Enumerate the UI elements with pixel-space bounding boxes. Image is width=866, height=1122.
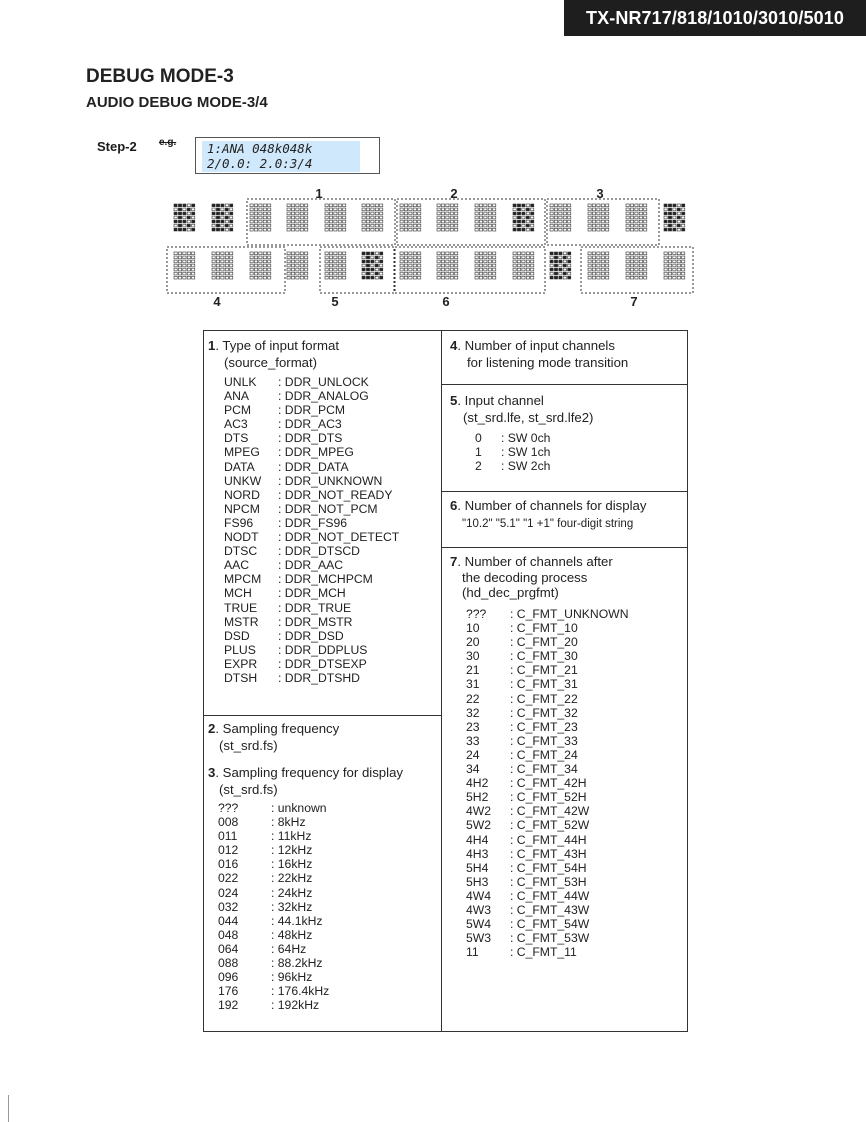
sec6-title: 6. Number of channels for display [450, 498, 647, 513]
format-row-value: : DDR_PCM [278, 403, 346, 418]
fmt-row [466, 833, 629, 847]
divider-sec1-sec2 [204, 715, 441, 716]
divider-sec6-sec7 [441, 547, 688, 548]
fs-row-code: 016 [218, 857, 239, 872]
fmt-row-code: ??? [466, 607, 487, 621]
vfd-char-cell [437, 252, 458, 279]
format-row-code: TRUE [224, 600, 258, 615]
vfd-char-cell [437, 204, 458, 231]
table-divider-vertical [441, 331, 442, 1031]
format-row-value: : DDR_DTSEXP [278, 656, 367, 671]
fs-row-value: : 192kHz [271, 998, 320, 1013]
vfd-char-cell [626, 252, 647, 279]
sec4-sub: for listening mode transition [467, 355, 629, 370]
fmt-row [466, 917, 629, 931]
fs-row [218, 829, 329, 843]
fmt-row-value: : C_FMT_54W [510, 917, 590, 932]
fmt-row [466, 790, 629, 804]
format-row-code: NODT [224, 530, 259, 545]
channel-row [475, 431, 550, 445]
fs-row [218, 871, 329, 885]
fs-row-code: 024 [218, 885, 239, 900]
fmt-row-value: : C_FMT_42H [510, 776, 587, 791]
vfd-char-cell [174, 252, 195, 279]
format-row-code: UNLK [224, 375, 257, 389]
fmt-row-code: 5H4 [466, 860, 489, 875]
fs-row-code: 022 [218, 871, 239, 886]
fmt-row-code: 4W3 [466, 902, 492, 917]
format-row-code: PCM [224, 403, 252, 418]
fmt-row-value: : C_FMT_11 [510, 945, 577, 960]
format-row [224, 572, 399, 586]
fs-row [218, 914, 329, 928]
vfd-char-cell [212, 252, 233, 279]
fmt-row-value: : C_FMT_24 [510, 747, 578, 762]
format-row [224, 615, 399, 629]
fmt-row-value: : C_FMT_31 [510, 677, 578, 692]
fmt-row-code: 4H2 [466, 776, 489, 791]
format-row-code: MSTR [224, 614, 259, 629]
fmt-row-value: : C_FMT_42W [510, 804, 590, 819]
vfd-char-cell [287, 204, 308, 231]
fmt-row-code: 20 [466, 635, 480, 650]
fs-row [218, 815, 329, 829]
vfd-char-cell [250, 204, 271, 231]
format-row [224, 502, 399, 516]
format-row-code: NORD [224, 487, 260, 502]
vfd-char-cell [325, 204, 346, 231]
divider-sec4-sec5 [441, 384, 688, 385]
format-row-value: : DDR_MPEG [278, 445, 354, 460]
format-row [224, 403, 399, 417]
fmt-row [466, 875, 629, 889]
page-corner-mark [0, 1095, 9, 1122]
fmt-row-code: 4H3 [466, 846, 489, 861]
fmt-row-value: : C_FMT_UNKNOWN [510, 607, 629, 621]
fmt-row-value: : C_FMT_44H [510, 832, 587, 847]
fmt-row-code: 24 [466, 747, 480, 762]
format-row-code: DSD [224, 628, 250, 643]
vfd-char-cell [362, 204, 383, 231]
format-row-value: : DDR_DDPLUS [278, 642, 368, 657]
fmt-row-code: 4H4 [466, 832, 489, 847]
channel-row-value: : SW 0ch [501, 431, 551, 445]
format-row [224, 488, 399, 502]
format-row [224, 431, 399, 445]
fmt-row-code: 4W2 [466, 804, 492, 819]
fs-row [218, 984, 329, 998]
group-label-5: 5 [331, 294, 339, 309]
format-row [224, 629, 399, 643]
format-row-value: : DDR_DTS [278, 431, 343, 446]
format-row [224, 558, 399, 572]
fmt-row [466, 635, 629, 649]
vfd-char-cell [250, 252, 271, 279]
fmt-row-code: 22 [466, 691, 480, 706]
fmt-row-value: : C_FMT_43W [510, 902, 590, 917]
format-row [224, 657, 399, 671]
format-row-value: : DDR_NOT_DETECT [278, 530, 400, 545]
format-row-value: : DDR_MSTR [278, 614, 353, 629]
fs-row-value: : 22kHz [271, 871, 313, 886]
fs-row-value: : 48kHz [271, 927, 313, 942]
fmt-row [466, 677, 629, 691]
channel-row-value: : SW 2ch [501, 459, 551, 474]
fs-row [218, 900, 329, 914]
vfd-char-cell [664, 252, 685, 279]
format-row-code: DATA [224, 459, 255, 474]
fmt-row [466, 945, 629, 959]
format-row-code: PLUS [224, 642, 256, 657]
fmt-row-value: : C_FMT_20 [510, 635, 578, 650]
fmt-row [466, 734, 629, 748]
fs-row [218, 857, 329, 871]
vfd-char-cell [588, 252, 609, 279]
sec4-title: 4. Number of input channels [450, 338, 615, 353]
fs-row [218, 801, 329, 815]
format-row-value: : DDR_AAC [278, 558, 344, 573]
format-row [224, 474, 399, 488]
format-row-value: : DDR_DATA [278, 459, 349, 474]
format-row-value: : DDR_AC3 [278, 417, 342, 432]
fs-row-value: : 64Hz [271, 941, 307, 956]
vfd-char-cell [513, 204, 534, 231]
vfd-char-cell [550, 204, 571, 231]
fs-row-value: : 24kHz [271, 885, 313, 900]
fmt-row-value: : C_FMT_53W [510, 931, 590, 946]
fmt-row-value: : C_FMT_32 [510, 705, 578, 720]
channel-row [475, 459, 550, 473]
format-row-value: : DDR_DTSCD [278, 544, 360, 559]
sec5-sub: (st_srd.lfe, st_srd.lfe2) [463, 410, 594, 425]
fmt-row [466, 748, 629, 762]
format-row [224, 445, 399, 459]
format-row-code: NPCM [224, 501, 260, 516]
sec6-note: "10.2" "5.1" "1 +1" four-digit string [462, 518, 634, 530]
group-label-2: 2 [450, 186, 458, 201]
sec2-sub: (st_srd.fs) [219, 738, 278, 753]
fmt-row [466, 847, 629, 861]
format-row-code: DTSH [224, 670, 258, 685]
channel-row-code: 0 [475, 431, 482, 445]
page-subtitle: AUDIO DEBUG MODE-3/4 [86, 94, 268, 111]
channel-row-code: 1 [475, 445, 482, 460]
format-row [224, 389, 399, 403]
vfd-cells [174, 204, 685, 279]
fs-row [218, 843, 329, 857]
fs-row [218, 970, 329, 984]
vfd-char-cell [212, 204, 233, 231]
vfd-group-boxes [167, 199, 693, 293]
format-row [224, 530, 399, 544]
fs-row-code: 032 [218, 899, 239, 914]
fs-row [218, 956, 329, 970]
fmt-row [466, 762, 629, 776]
format-row-code: DTS [224, 431, 249, 446]
group-label-6: 6 [442, 294, 450, 309]
fs-row-code: 012 [218, 843, 239, 858]
format-row-code: MCH [224, 586, 252, 601]
format-row-value: : DDR_MCH [278, 586, 346, 601]
vfd-char-cell [588, 204, 609, 231]
sec7-title: 7. Number of channels after [450, 554, 613, 569]
fs-row-code: 011 [218, 829, 238, 844]
fs-row [218, 942, 329, 956]
fs-row-value: : 32kHz [271, 899, 313, 914]
fs-row-code: 048 [218, 927, 239, 942]
fmt-row-code: 10 [466, 621, 480, 636]
fs-row-value: : 8kHz [271, 815, 306, 830]
format-row-value: : DDR_TRUE [278, 600, 352, 615]
legend-table [203, 330, 688, 1032]
format-row-code: DTSC [224, 544, 258, 559]
fmt-row-value: : C_FMT_52H [510, 790, 587, 805]
vfd-char-cell [664, 204, 685, 231]
sec1-list [224, 375, 399, 685]
fmt-row [466, 889, 629, 903]
fmt-row-code: 23 [466, 719, 480, 734]
fmt-row-value: : C_FMT_33 [510, 733, 578, 748]
format-row [224, 516, 399, 530]
format-row-code: UNKW [224, 473, 262, 488]
fmt-row-code: 33 [466, 733, 480, 748]
vfd-char-cell [626, 204, 647, 231]
format-row-value: : DDR_NOT_PCM [278, 501, 378, 516]
format-row-code: FS96 [224, 515, 254, 530]
fmt-row-value: : C_FMT_54H [510, 860, 587, 875]
format-row-value: : DDR_UNKNOWN [278, 473, 383, 488]
sec7-list [466, 607, 629, 959]
fmt-row-value: : C_FMT_21 [510, 663, 578, 678]
channel-row [475, 445, 550, 459]
fs-row-code: 008 [218, 815, 239, 830]
format-row-value: : DDR_UNLOCK [278, 375, 369, 389]
vfd-char-cell [362, 252, 383, 279]
format-row-code: AAC [224, 558, 250, 573]
vfd-dot-matrix-diagram [0, 0, 866, 320]
fmt-row-value: : C_FMT_22 [510, 691, 578, 706]
format-row-code: MPEG [224, 445, 260, 460]
fs-row-value: : unknown [271, 801, 327, 815]
fmt-row [466, 776, 629, 790]
fmt-row-code: 5W2 [466, 818, 492, 833]
vfd-char-cell [400, 204, 421, 231]
fmt-row [466, 663, 629, 677]
sec3-sub: (st_srd.fs) [219, 782, 278, 797]
vfd-char-cell [475, 204, 496, 231]
format-row-value: : DDR_DTSHD [278, 670, 360, 685]
fs-row [218, 886, 329, 900]
format-row-code: MPCM [224, 572, 262, 587]
format-row [224, 586, 399, 600]
fs-row-value: : 12kHz [271, 843, 313, 858]
fmt-row [466, 818, 629, 832]
fmt-row [466, 607, 629, 621]
format-row-value: : DDR_FS96 [278, 515, 348, 530]
fs-row-value: : 176.4kHz [271, 984, 330, 999]
vfd-char-cell [287, 252, 308, 279]
format-row-value: : DDR_ANALOG [278, 389, 369, 404]
format-row [224, 460, 399, 474]
fs-row-code: 192 [218, 998, 239, 1013]
fmt-row-value: : C_FMT_34 [510, 762, 578, 777]
vfd-char-cell [550, 252, 571, 279]
sec1-sub: (source_format) [224, 355, 318, 370]
fmt-row-code: 5H2 [466, 790, 489, 805]
fs-row-code: 064 [218, 941, 239, 956]
page-title: DEBUG MODE-3 [86, 66, 234, 87]
fs-row-code: 096 [218, 970, 239, 985]
sec1-title: 1. Type of input format [208, 338, 339, 353]
fmt-row-value: : C_FMT_23 [510, 719, 578, 734]
vfd-char-cell [325, 252, 346, 279]
fmt-row [466, 804, 629, 818]
sec3-list [218, 801, 329, 1012]
fmt-row-value: : C_FMT_44W [510, 888, 590, 903]
format-row-code: ANA [224, 389, 250, 404]
fmt-row-value: : C_FMT_53H [510, 874, 587, 889]
eg-label: e.g. [159, 137, 177, 148]
format-row [224, 544, 399, 558]
display-line-1: 1:ANA 048k048k [207, 141, 313, 156]
fs-row-value: : 11kHz [271, 829, 312, 844]
format-row [224, 601, 399, 615]
fmt-row [466, 649, 629, 663]
sec7-sub2: (hd_dec_prgfmt) [462, 585, 559, 600]
fmt-row-code: 31 [466, 677, 480, 692]
format-row [224, 375, 399, 389]
format-row [224, 671, 399, 685]
group-label-7: 7 [630, 294, 638, 309]
fmt-row-code: 21 [466, 663, 480, 678]
vfd-char-cell [475, 252, 496, 279]
format-row-value: : DDR_NOT_READY [278, 487, 393, 502]
format-row [224, 643, 399, 657]
fmt-row [466, 720, 629, 734]
fmt-row [466, 692, 629, 706]
model-badge: TX-NR717/818/1010/3010/5010 [564, 0, 866, 36]
sec2-title: 2. Sampling frequency [208, 721, 340, 736]
fs-row-value: : 88.2kHz [271, 956, 323, 971]
sec5-list [475, 431, 550, 473]
step-label: Step-2 [97, 139, 137, 154]
format-row [224, 417, 399, 431]
fmt-row-code: 30 [466, 649, 480, 664]
fmt-row-code: 5W3 [466, 931, 492, 946]
fmt-row-code: 11 [466, 945, 479, 960]
format-row-code: AC3 [224, 417, 248, 432]
fmt-row [466, 706, 629, 720]
fs-row-code: 088 [218, 956, 239, 971]
format-row-value: : DDR_MCHPCM [278, 572, 373, 587]
fmt-row-value: : C_FMT_52W [510, 818, 590, 833]
fmt-row-code: 34 [466, 762, 480, 777]
fs-row-code: ??? [218, 801, 239, 815]
vfd-char-cell [174, 204, 195, 231]
fmt-row-code: 32 [466, 705, 480, 720]
fs-row [218, 998, 329, 1012]
vfd-char-cell [513, 252, 534, 279]
format-row-code: EXPR [224, 656, 258, 671]
fmt-row-value: : C_FMT_10 [510, 621, 578, 636]
group-label-4: 4 [213, 294, 221, 309]
fs-row-code: 044 [218, 913, 239, 928]
fmt-row [466, 931, 629, 945]
fmt-row-value: : C_FMT_30 [510, 649, 578, 664]
channel-row-value: : SW 1ch [501, 445, 551, 460]
fmt-row-code: 4W4 [466, 888, 492, 903]
group-label-3: 3 [596, 186, 604, 201]
fmt-row [466, 621, 629, 635]
sec3-title: 3. Sampling frequency for display [208, 765, 403, 780]
channel-row-code: 2 [475, 459, 482, 474]
fs-row-value: : 96kHz [271, 970, 313, 985]
fmt-row [466, 861, 629, 875]
divider-sec5-sec6 [441, 491, 688, 492]
fmt-row-code: 5H3 [466, 874, 489, 889]
display-line-2: 2/0.0: 2.0:3/4 [207, 156, 313, 171]
fmt-row-code: 5W4 [466, 917, 492, 932]
fs-row [218, 928, 329, 942]
fmt-row [466, 903, 629, 917]
sec7-sub1: the decoding process [462, 570, 588, 585]
fs-row-value: : 16kHz [271, 857, 313, 872]
fs-row-value: : 44.1kHz [271, 913, 323, 928]
group-label-1: 1 [315, 186, 323, 201]
sec5-title: 5. Input channel [450, 393, 544, 408]
vfd-char-cell [400, 252, 421, 279]
fmt-row-value: : C_FMT_43H [510, 846, 587, 861]
fs-row-code: 176 [218, 984, 239, 999]
format-row-value: : DDR_DSD [278, 628, 344, 643]
